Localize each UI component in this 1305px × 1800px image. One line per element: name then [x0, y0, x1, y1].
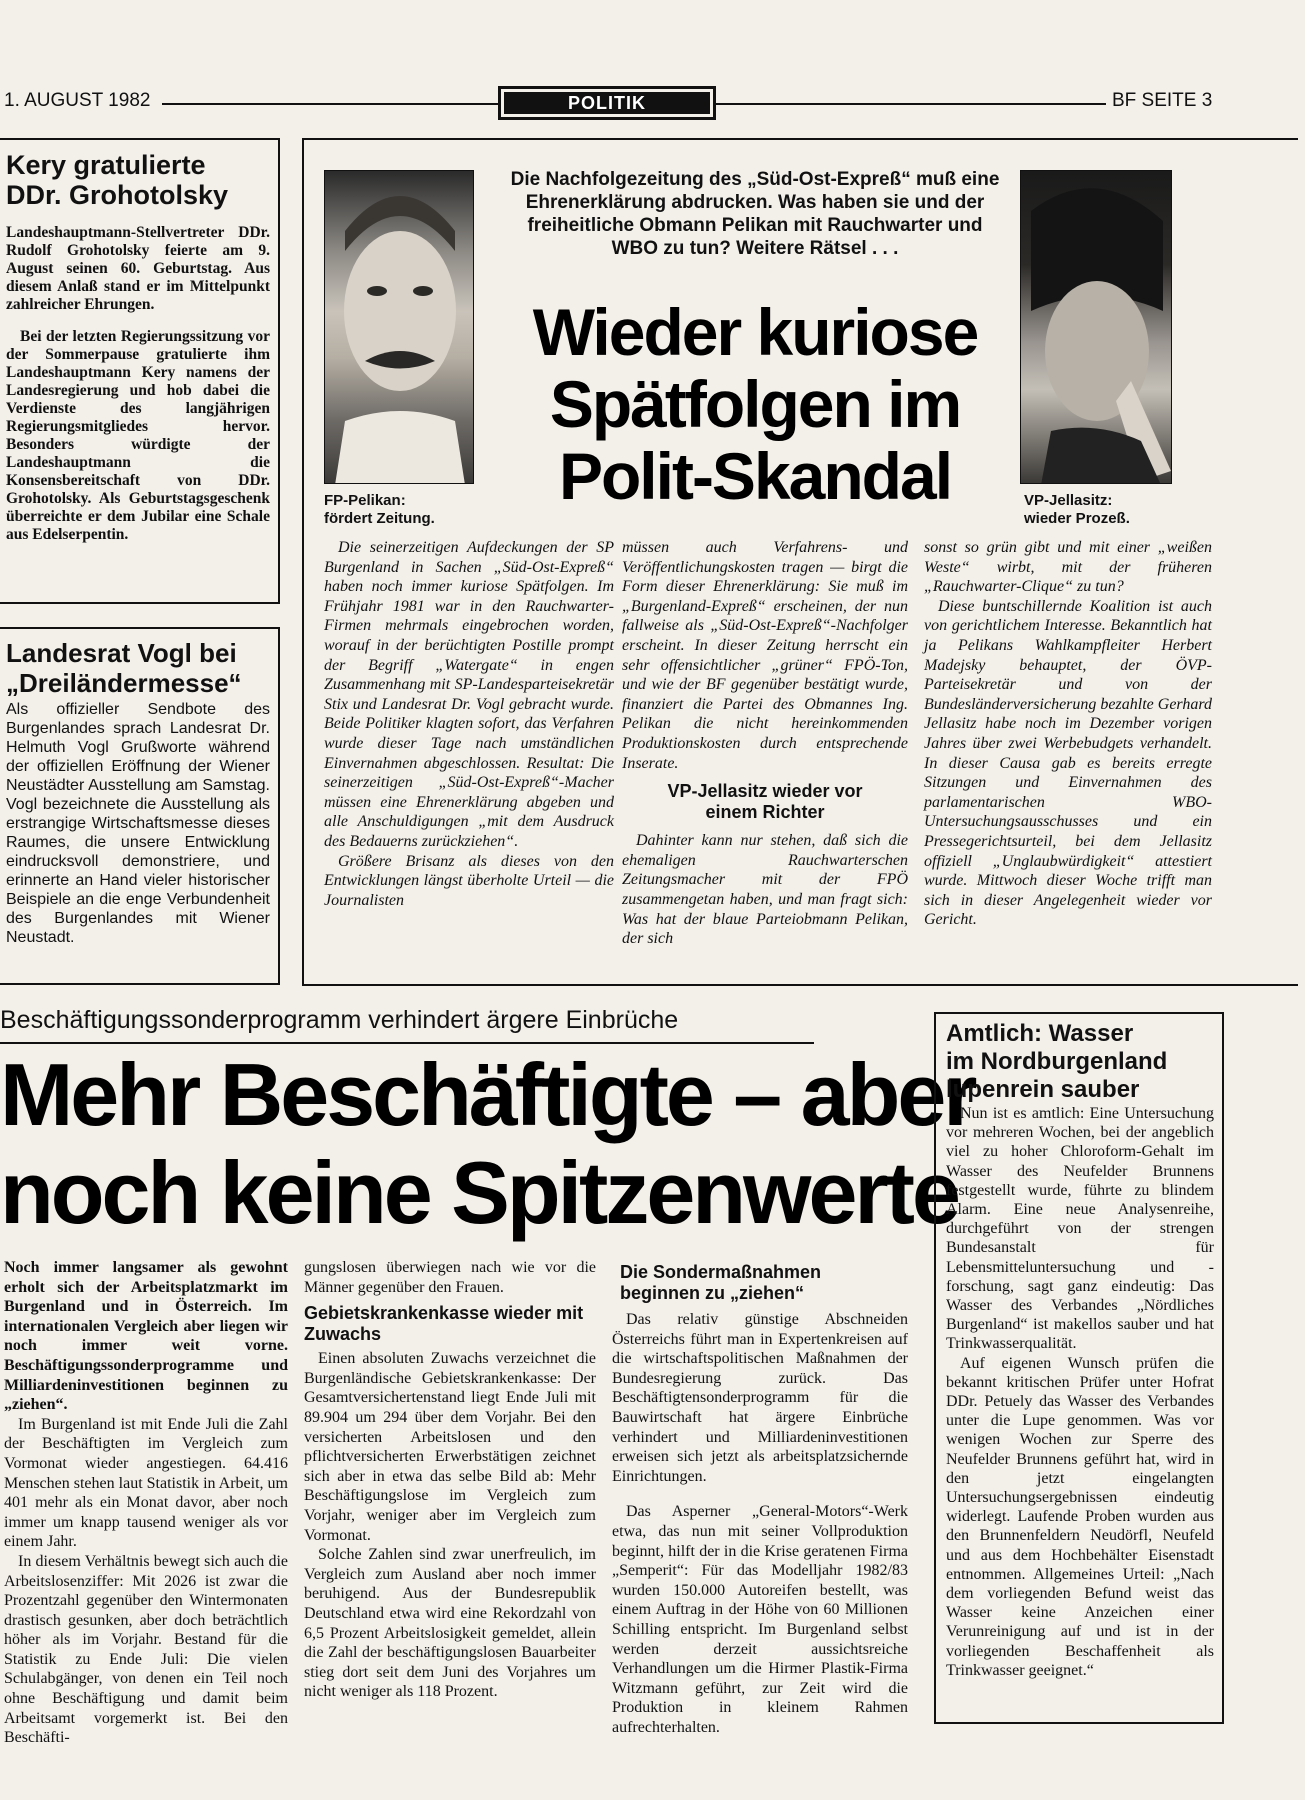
skandal-col1-p1: Die seinerzeitigen Aufdeckungen der SP Burgenland in Sachen „Süd-Ost-Expreß“ haben noch immer kuriose Spätfolgen. Im Frühjahr 1981 war in den Rauchwarter-Firmen mehrmals eingebrochen worden, worauf in der berüchtigten Postille prompt der Begriff „Watergate“ in engen Zusammenhang mit SP-Landesparteisekretär Stix und Landesrat Dr. Vogl gebracht wurde. Beide Politiker klagten sofort, das Verfahren wurde dieser Tage nach umständlichen Einvernahmen abgeschlossen. Resultat: Die seinerzeitigen „Süd-Ost-Expreß“-Macher müssen eine Ehrenerklärung abgeben und alle Anschuldigungen „mit dem Ausdruck des Bedauerns zurückziehen“. — [324, 539, 614, 850]
skandal-col-3 — [924, 538, 1212, 930]
wasser-title-2: im Nordburgenland — [946, 1048, 1168, 1075]
skandal-headline-2: Spätfolgen im — [549, 367, 961, 441]
skandal-headline — [486, 296, 1024, 512]
beschaeftigte-kicker: Beschäftigungssonderprogramm verhindert ärgere Einbrüche — [0, 1006, 679, 1034]
skandal-subhead: VP-Jellasitz wieder vor einem Richter — [667, 781, 863, 823]
besch-col2-p1: gungslosen überwiegen nach wie vor die Männer gegenüber den Frauen. — [304, 1259, 596, 1296]
jellasitz-portrait-icon — [1021, 171, 1172, 484]
skandal-deck: Die Nachfolgezeitung des „Süd-Ost-Expreß“ muß eine Ehrenerklärung abdrucken. Was haben sie und der freiheitliche Obmann Pelikan mit Rauchwarter und WBO zu tun? Weitere Rätsel . . . — [510, 169, 1000, 259]
grohotolsky-title-1: Kery gratulierte — [6, 150, 206, 180]
beschaeftigte-headline — [0, 1045, 975, 1242]
grohotolsky-article — [6, 150, 270, 544]
wasser-title-3: lupenrein sauber — [946, 1076, 1140, 1103]
caption-pelikan-2: fördert Zeitung. — [324, 510, 435, 527]
besch-col3-p1: Das relativ günstige Abschneiden Österreichs führt man in Expertenkreisen auf die wirtschaftspolitischen Maßnahmen der Bundesregierung zurück. Das Beschäftigtensonderprogramm für die Bauwirtschaft hat ärgere Einbrüche verhindert und Milliardeninvestitionen erweisen sich jetzt als arbeitsplatzsichernde Einrichtungen. — [612, 1311, 908, 1485]
pelikan-portrait-icon — [325, 171, 474, 484]
besch-col3-p2: Das Asperner „General-Motors“-Werk etwa, das nun mit seiner Vollproduktion beginnt, hilft der in die Krise geratenen Firma „Semperit“: Für das Modelljahr 1982/83 wurden 150.000 Autoreifen bestellt, was einem Auftrag in der Höhe von 60 Millionen Schilling entspricht. Im Burgenland selbst werden derzeit aussichtsreiche Verhandlungen um die Hirmer Plastik-Firma Witzmann geführt, zur Zeit wird die Produktion in kleinem Rahmen aufrechterhalten. — [612, 1503, 908, 1736]
beschaeftigte-col-1 — [4, 1258, 288, 1748]
header-page: BF SEITE 3 — [1112, 90, 1213, 111]
skandal-col2-p1: müssen auch Verfahrens- und Veröffentlichungskosten tragen — birgt die Form dieser Ehrenerklärung: Sie muß im „Burgenland-Expreß“ erscheinen, der nun fallweise als „Süd-Ost-Expreß“-Nachfolger erscheint. In dieser Zeitung herrscht ein sehr offensichtlicher „grüner“ FPÖ-Ton, und wie der BF gegenüber bestätigt wurde, finanziert die Partei des Obmannes Ing. Pelikan die nicht hereinkommenden Produktionskosten durch entsprechende Inserate. — [622, 539, 908, 772]
caption-jellasitz — [1024, 492, 1194, 528]
skandal-col1-p2: Größere Brisanz als dieses von den Entwicklungen längst überholte Urteil — die Journalisten — [324, 852, 614, 909]
besch-sub1: Gebietskrankenkasse wieder mit Zuwachs — [304, 1303, 584, 1345]
kicker-rule — [0, 1042, 814, 1044]
skandal-col3-p1: sonst so grün gibt und mit einer „weißen Weste“ wirbt, mit der früheren „Rauchwarter-Clique“ zu tun? — [924, 539, 1212, 596]
caption-jellasitz-2: wieder Prozeß. — [1024, 510, 1130, 527]
caption-jellasitz-1: VP-Jellasitz: — [1024, 492, 1113, 509]
photo-jellasitz — [1020, 170, 1172, 484]
vogl-title-1: Landesrat Vogl bei — [6, 638, 237, 668]
wasser-article — [946, 1020, 1214, 1680]
skandal-col-1 — [324, 538, 614, 910]
skandal-col2-p2: Dahinter kann nur stehen, daß sich die ehemaligen Rauchwarterschen Zeitungsmacher mit der FPÖ zusammengetan haben, und man fragt sich: Was hat der blaue Parteiobmann Pelikan, der sich — [622, 832, 908, 948]
wasser-p2: Auf eigenen Wunsch prüfen die bekannt kritischen Prüfer unter Hofrat DDr. Petuely das Wasser des Verbandes unter die Lupe genommen. Was vor wenigen Wochen zur Sperre des Neufelder Brunnens geführt hat, wird in den jetzt eingelangten Untersuchungsergebnissen eindeutig widerlegt. Laufende Proben wurden aus den Brunnenfeldern Neudörfl, Neufeld und aus dem Hochbehälter Eisenstadt entnommen. Allgemeines Urteil: „Nach dem vorliegenden Befund weist das Wasser keine Anzeichen einer Verunreinigung auf und ist in der vorliegenden Beschaffenheit als Trinkwasser geeignet.“ — [946, 1354, 1214, 1679]
wasser-title-1: Amtlich: Wasser — [946, 1020, 1134, 1047]
header-rule-right — [716, 103, 1106, 105]
section-badge — [498, 86, 716, 120]
skandal-headline-1: Wieder kuriose — [532, 295, 978, 369]
vogl-title-2: „Dreiländermesse“ — [6, 668, 242, 698]
skandal-col-2 — [622, 538, 908, 949]
header-rule-left — [162, 103, 498, 105]
besch-sub2: Die Sondermaßnahmen beginnen zu „ziehen“ — [620, 1262, 822, 1303]
grohotolsky-p2: Bei der letzten Regierungssitzung vor der Sommerpause gratulierte ihm Landeshauptmann Kery namens der Landesregierung und hob dabei die Verdienste des langjährigen Regierungsmitgliedes hervor. Besonders würdigte der Landeshauptmann die Konsensbereitschaft von DDr. Grohotolsky. Als Geburtstagsgeschenk überreichte er dem Jubilar eine Schale aus Edelserpentin. — [6, 328, 270, 543]
besch-col1-p2: Im Burgenland ist mit Ende Juli die Zahl der Beschäftigten im Vergleich zum Vormonat wieder angestiegen. 64.416 Menschen stehen laut Statistik in Arbeit, um 401 mehr als ein Monat davor, aber noch immer um knapp tausend weniger als vor einem Jahr. — [4, 1415, 288, 1551]
skandal-headline-3: Polit-Skandal — [558, 439, 952, 513]
beschaeftigte-headline-1: Mehr Beschäftigte – aber — [0, 1045, 975, 1144]
section-label: POLITIK — [504, 92, 710, 114]
grohotolsky-p1: Landeshauptmann-Stellvertreter DDr. Rudolf Grohotolsky feierte am 9. August seinen 60. Geburtstag. Aus diesem Anlaß stand er im Mittelpunkt zahlreicher Ehrungen. — [6, 224, 270, 313]
beschaeftigte-headline-2: noch keine Spitzenwerte — [0, 1143, 958, 1242]
beschaeftigte-col-2 — [304, 1258, 596, 1702]
wasser-p1: Nun ist es amtlich: Eine Untersuchung vor mehreren Wochen, bei der angeblich viel zu hoher Chloroform-Gehalt im Wasser des Neufelder Brunnens festgestellt wurde, führte zu blindem Alarm. Eine neue Analysenreihe, durchgeführt von der strengen Bundesanstalt für Lebensmitteluntersuchung und -forschung, sagt ganz eindeutig: Das Wasser des Verbandes „Nördliches Burgenland“ ist makellos sauber und hat Trinkwasserqualität. — [946, 1105, 1214, 1353]
vogl-article — [6, 638, 270, 947]
header-date: 1. AUGUST 1982 — [4, 90, 151, 111]
besch-col2-p2: Einen absoluten Zuwachs verzeichnet die Burgenländische Gebietskrankenkasse: Der Gesamtversichertenstand liegt Ende Juli mit 89.904 um 294 über dem Vorjahr. Bei den versicherten Arbeitslosen und den pflichtversicherten Erwerbstätigen zeichnet sich aber in etwa das selbe Bild ab: Mehr Beschäftigungslose im Vergleich zum Vorjahr, weniger aber im Vergleich zum Vormonat. — [304, 1350, 596, 1544]
photo-pelikan — [324, 170, 474, 484]
caption-pelikan-1: FP-Pelikan: — [324, 492, 406, 509]
beschaeftigte-col-3 — [612, 1262, 908, 1737]
besch-col1-p3: In diesem Verhältnis bewegt sich auch die Arbeitslosenziffer: Mit 2026 ist zwar die Prozentzahl gegenüber den Wintermonaten drastisch gesunken, aber doch beträchtlich höher als im Vorjahr. Bestand für die Statistik zu Ende Juli: Die vielen Schulabgänger, von denen ein Teil noch ohne Beschäftigung und damit beim Arbeitsamt vorgemerkt ist. Bei den Beschäfti- — [4, 1552, 288, 1747]
besch-col2-p3: Solche Zahlen sind zwar unerfreulich, im Vergleich zum Ausland aber noch immer beruhigend. Aus der Bundesrepublik Deutschland etwa wird eine Rekordzahl von 6,5 Prozent Arbeitslosigkeit gemeldet, allein die Zahl der beschäftigungslosen Bauarbeiter stieg dort seit dem Juni des Vorjahres um nicht weniger als 118 Prozent. — [304, 1546, 596, 1701]
vogl-p1: Als offizieller Sendbote des Burgenlandes sprach Landesrat Dr. Helmuth Vogl Grußworte während der offiziellen Eröffnung der Wiener Neustädter Ausstellung am Samstag. Vogl bezeichnete die Ausstellung als erstrangige Wirtschaftsmesse dieses Raumes, die unsere Entwicklung eindrucksvoll demonstriere, und erinnerte an Hand vieler historischer Beispiele an die enge Verbundenheit des Burgenlandes mit Wiener Neustadt. — [6, 701, 270, 946]
besch-col1-p1: Noch immer langsamer als gewohnt erholt sich der Arbeitsplatzmarkt im Burgenland und in Österreich. Im internationalen Vergleich aber liegen wir noch immer weit vorne. Beschäftigungssonderprogramme und Milliardeninvestitionen beginnen zu „ziehen“. — [4, 1259, 288, 1414]
grohotolsky-title-2: DDr. Grohotolsky — [6, 180, 229, 210]
skandal-col3-p2: Diese buntschillernde Koalition ist auch von gerichtlichem Interesse. Bekanntlich hat ja Pelikans Wahlkampfleiter Herbert Madejsky behauptet, der ÖVP-Parteisekretär und von der Bundesländerversicherung bezahlte Gerhard Jellasitz habe noch im Dezember vorigen Jahres über zwei Werbebudgets verhandelt. In dieser Causa gab es bereits erregte Sitzungen und Einvernahmen des parlamentarischen WBO-Untersuchungsausschusses und ein Pressegerichtsurteil, bei dem Jellasitz offiziell „Unglaubwürdigkeit“ attestiert wurde. Mittwoch dieser Woche trifft man sich in dieser Angelegenheit wieder vor Gericht. — [924, 597, 1212, 929]
caption-pelikan — [324, 492, 484, 528]
